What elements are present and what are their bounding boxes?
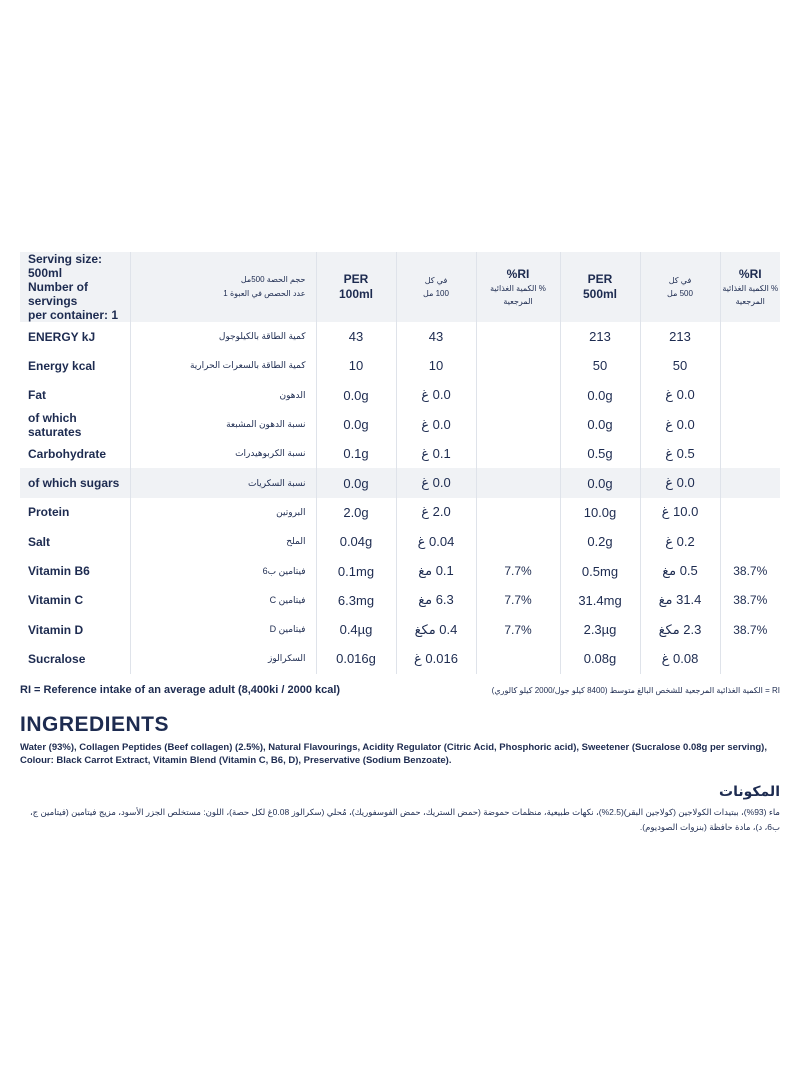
nutrient-name: Vitamin C bbox=[20, 586, 130, 615]
value-per500-ar: 31.4 مغ bbox=[640, 586, 720, 615]
ri-per500: 38.7% bbox=[733, 593, 768, 608]
ri-per500: 38.7% bbox=[733, 622, 768, 637]
nutrient-name: Fat bbox=[20, 381, 130, 410]
ri-note-ar: RI = الكمية الغذائية المرجعية للشخص البالغ متوسط (8400 كيلو جول/2000 كيلو كالوري) bbox=[491, 686, 780, 695]
per100-unit: 100ml bbox=[338, 287, 374, 301]
ri2-label-ar-1: % الكمية الغذائية bbox=[722, 283, 779, 293]
table-row bbox=[20, 586, 780, 615]
nutrient-name: Vitamin D bbox=[20, 615, 130, 644]
per100-header-ar bbox=[396, 252, 476, 322]
nutrient-name: of which sugars bbox=[20, 468, 130, 497]
nutrient-name-ar: فيتامين ب6 bbox=[130, 556, 316, 585]
table-header-row bbox=[20, 252, 780, 322]
ri-per100 bbox=[476, 322, 560, 351]
per500-label-ar: في كل bbox=[668, 276, 692, 285]
value-per100: 0.0g bbox=[316, 410, 396, 439]
ri-per500 bbox=[720, 381, 780, 410]
per100-label-ar: في كل bbox=[424, 276, 448, 285]
value-per100: 6.3mg bbox=[316, 586, 396, 615]
table-row bbox=[20, 556, 780, 585]
per500-unit-ar: 500 مل bbox=[667, 289, 693, 298]
serving-size-label: Serving size: 500ml bbox=[28, 252, 103, 280]
servings-label: Number of servings bbox=[28, 280, 88, 308]
nutrient-name-ar: كمية الطاقة بالسعرات الحرارية bbox=[130, 351, 316, 380]
value-per500-ar: 213 bbox=[640, 322, 720, 351]
ri-per100 bbox=[476, 527, 560, 556]
value-per100-ar: 0.04 غ bbox=[396, 527, 476, 556]
value-per100-ar: 0.0 غ bbox=[396, 381, 476, 410]
ri-per500 bbox=[720, 498, 780, 527]
table-row bbox=[20, 468, 780, 497]
nutrient-name-ar: فيتامين D bbox=[130, 615, 316, 644]
ingredients-text: Water (93%), Collagen Peptides (Beef collagen) (2.5%), Natural Flavourings, Acidity Regulator (Citric Acid, Phosphoric acid), Sweetener (Sucralose 0.08g per serving), Colour: Black Carrot Extract, Vitamin Blend (Vitamin C, B6, D), Preservative (Sodium Benzoate). bbox=[20, 742, 767, 766]
nutrient-name-ar: فيتامين C bbox=[130, 586, 316, 615]
value-per100-ar: 0.1 غ bbox=[396, 439, 476, 468]
nutrient-name: ENERGY kJ bbox=[20, 322, 130, 351]
ri-per500: 38.7% bbox=[733, 564, 768, 579]
per100-unit-ar: 100 مل bbox=[423, 289, 449, 298]
table-row bbox=[20, 381, 780, 410]
ri2-label-ar-2: المرجعية bbox=[735, 296, 765, 306]
value-per100: 2.0g bbox=[316, 498, 396, 527]
value-per100-ar: 0.4 مكغ bbox=[396, 615, 476, 644]
value-per500-ar: 0.5 مغ bbox=[640, 556, 720, 585]
value-per100: 0.4µg bbox=[316, 615, 396, 644]
nutrient-name: of which saturates bbox=[20, 410, 130, 439]
value-per100-ar: 10 bbox=[396, 351, 476, 380]
value-per100-ar: 6.3 مغ bbox=[396, 586, 476, 615]
ri-per500 bbox=[720, 439, 780, 468]
nutrient-name-ar: الدهون bbox=[130, 381, 316, 410]
nutrient-name: Carbohydrate bbox=[20, 439, 130, 468]
ri-per100 bbox=[476, 468, 560, 497]
value-per500: 50 bbox=[560, 351, 640, 380]
per100-label: PER bbox=[343, 272, 369, 286]
ri-per500 bbox=[720, 468, 780, 497]
per100-header bbox=[316, 252, 396, 322]
nutrient-name: Sucralose bbox=[20, 644, 130, 673]
ri2-label: %RI bbox=[738, 266, 762, 281]
table-row bbox=[20, 351, 780, 380]
table-row bbox=[20, 527, 780, 556]
value-per100-ar: 0.1 مغ bbox=[396, 556, 476, 585]
value-per500-ar: 0.2 غ bbox=[640, 527, 720, 556]
value-per500-ar: 0.0 غ bbox=[640, 410, 720, 439]
value-per500-ar: 10.0 غ bbox=[640, 498, 720, 527]
value-per100-ar: 43 bbox=[396, 322, 476, 351]
value-per100: 0.016g bbox=[316, 644, 396, 673]
value-per500-ar: 2.3 مكغ bbox=[640, 615, 720, 644]
value-per500-ar: 0.5 غ bbox=[640, 439, 720, 468]
table-row bbox=[20, 498, 780, 527]
servings-label-ar: عدد الحصص في العبوة 1 bbox=[223, 289, 306, 298]
ri-header bbox=[476, 252, 560, 322]
ri-label-ar-2: المرجعية bbox=[503, 296, 533, 306]
value-per100: 43 bbox=[316, 322, 396, 351]
nutrient-name-ar: نسبة الدهون المشبعة bbox=[130, 410, 316, 439]
value-per500: 0.08g bbox=[560, 644, 640, 673]
ingredients-title: INGREDIENTS bbox=[20, 713, 170, 736]
value-per500-ar: 50 bbox=[640, 351, 720, 380]
value-per100-ar: 0.016 غ bbox=[396, 644, 476, 673]
value-per500: 0.2g bbox=[560, 527, 640, 556]
ri-label-ar-1: % الكمية الغذائية bbox=[490, 283, 546, 293]
table-row bbox=[20, 410, 780, 439]
serving-size-label-ar: حجم الحصة 500مل bbox=[240, 275, 306, 284]
ri-per500 bbox=[720, 410, 780, 439]
value-per100-ar: 2.0 غ bbox=[396, 498, 476, 527]
value-per500: 0.5mg bbox=[560, 556, 640, 585]
table-row bbox=[20, 439, 780, 468]
ri-note: RI = Reference intake of an average adult (8,400ki / 2000 kcal) bbox=[20, 684, 341, 696]
per500-unit: 500ml bbox=[582, 287, 618, 301]
nutrient-name: Energy kcal bbox=[20, 351, 130, 380]
ri-per100: 7.7% bbox=[476, 615, 560, 644]
nutrient-name-ar: نسبة الكربوهيدرات bbox=[130, 439, 316, 468]
value-per100: 0.1g bbox=[316, 439, 396, 468]
per500-header bbox=[560, 252, 640, 322]
value-per500: 0.0g bbox=[560, 381, 640, 410]
nutrient-name-ar: نسبة السكريات bbox=[130, 468, 316, 497]
ri-per100 bbox=[476, 410, 560, 439]
ri-per100 bbox=[476, 498, 560, 527]
value-per100: 0.0g bbox=[316, 468, 396, 497]
per500-label: PER bbox=[587, 272, 613, 286]
ri-per100 bbox=[476, 644, 560, 673]
value-per500: 0.0g bbox=[560, 468, 640, 497]
value-per100-ar: 0.0 غ bbox=[396, 410, 476, 439]
nutrient-name: Vitamin B6 bbox=[20, 556, 130, 585]
ri-per500 bbox=[720, 322, 780, 351]
value-per500: 0.5g bbox=[560, 439, 640, 468]
value-per100: 10 bbox=[316, 351, 396, 380]
nutrition-table bbox=[20, 252, 780, 674]
value-per500-ar: 0.0 غ bbox=[640, 468, 720, 497]
ri-per500 bbox=[720, 351, 780, 380]
nutrient-name-ar: الملح bbox=[130, 527, 316, 556]
value-per500-ar: 0.08 غ bbox=[640, 644, 720, 673]
ri-per100: 7.7% bbox=[476, 556, 560, 585]
ingredients-text-ar: ماء (93%)، ببتيدات الكولاجين (كولاجين البقر)(2.5%)، نكهات طبيعية، منظمات حموضة (حمض الستريك، حمض الفوسفوريك)، مُحلي (سكرالوز 0.08غ لكل حصة)، اللون: مستخلص الجزر الأسود، مزيج فيتامين (فيتامين ج، ب6، د)، مادة حافظة (بنزوات الصوديوم). bbox=[29, 807, 780, 832]
ri-per500 bbox=[720, 527, 780, 556]
nutrient-name-ar: السكرالوز bbox=[130, 644, 316, 673]
ri-per100 bbox=[476, 381, 560, 410]
table-row bbox=[20, 322, 780, 351]
ri-label: %RI bbox=[506, 266, 530, 281]
per500-header-ar bbox=[640, 252, 720, 322]
nutrient-name-ar: كمية الطاقة بالكيلوجول bbox=[130, 322, 316, 351]
value-per500: 0.0g bbox=[560, 410, 640, 439]
ingredients-title-ar: المكونات bbox=[719, 783, 780, 799]
value-per500-ar: 0.0 غ bbox=[640, 381, 720, 410]
nutrient-name: Protein bbox=[20, 498, 130, 527]
value-per500: 2.3µg bbox=[560, 615, 640, 644]
value-per100: 0.1mg bbox=[316, 556, 396, 585]
value-per500: 213 bbox=[560, 322, 640, 351]
ri-per100 bbox=[476, 351, 560, 380]
ri-per100: 7.7% bbox=[476, 586, 560, 615]
value-per100: 0.04g bbox=[316, 527, 396, 556]
value-per100-ar: 0.0 غ bbox=[396, 468, 476, 497]
value-per500: 31.4mg bbox=[560, 586, 640, 615]
value-per100: 0.0g bbox=[316, 381, 396, 410]
table-row bbox=[20, 644, 780, 673]
servings-count-label: per container: 1 bbox=[28, 308, 119, 322]
value-per500: 10.0g bbox=[560, 498, 640, 527]
ri-per100 bbox=[476, 439, 560, 468]
ri-per500 bbox=[720, 644, 780, 673]
table-row bbox=[20, 615, 780, 644]
serving-info-ar bbox=[130, 252, 316, 322]
nutrient-name-ar: البروتين bbox=[130, 498, 316, 527]
ri2-header bbox=[720, 252, 780, 322]
nutrient-name: Salt bbox=[20, 527, 130, 556]
serving-info bbox=[20, 252, 130, 322]
